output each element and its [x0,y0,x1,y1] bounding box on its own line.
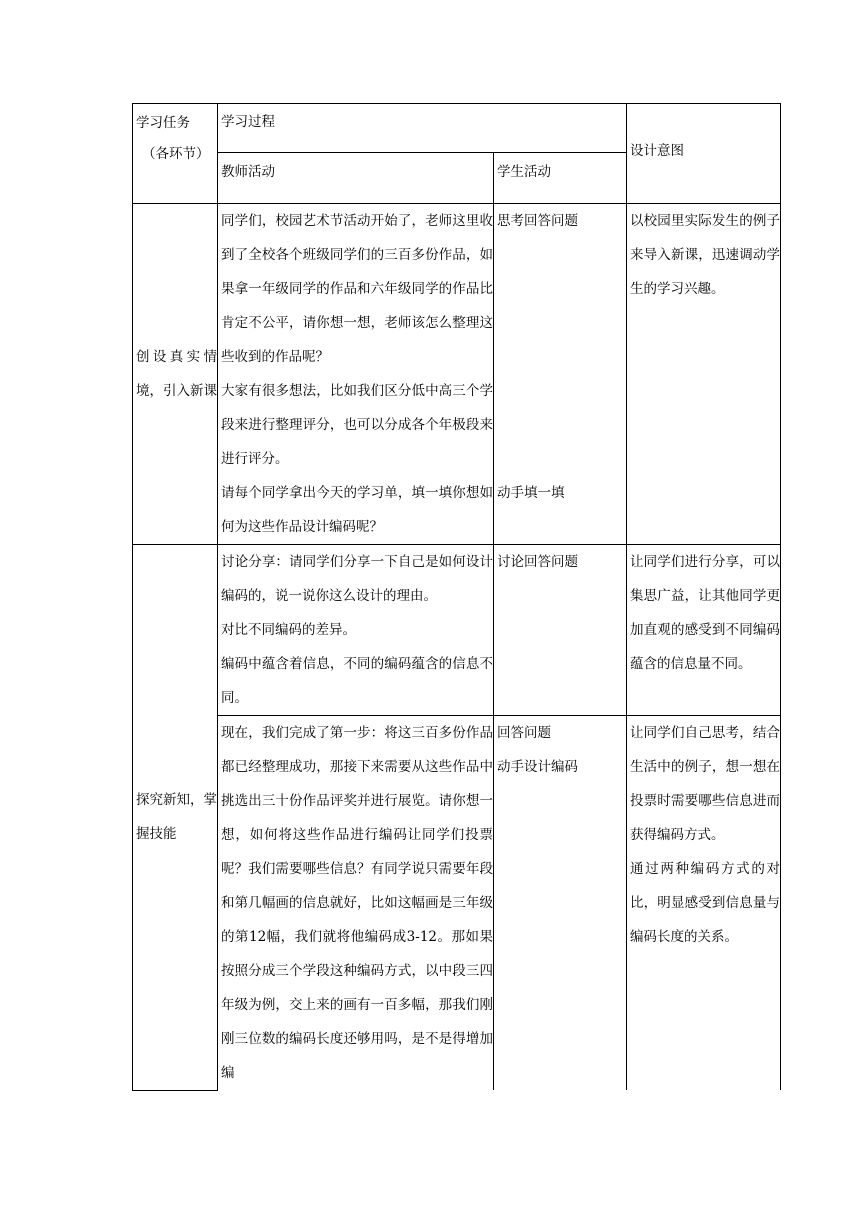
table-row [133,716,781,1091]
student-paragraph: 回答问题 [497,725,551,741]
design-intent-cell [627,716,781,1091]
intent-paragraph: 通过两种编码方式的对比，明显感受到信息量与编码长度的关系。 [630,861,780,945]
student-paragraph: 思考回答问题 [497,213,578,229]
header-design-intent [627,104,781,204]
header-learning-task [133,104,218,204]
student-paragraph: 动手设计编码 [497,759,578,775]
lesson-plan-table [132,103,781,1091]
header-intent-label: 设计意图 [630,142,684,159]
header-teacher-activity: 教师活动 [218,153,494,204]
teacher-paragraph: 对比不同编码的差异。 [221,622,356,638]
teacher-paragraph: 讨论分享：请同学们分享一下自己是如何设计编码的，说一说你这么设计的理由。 [221,554,493,604]
design-intent-cell: 让同学们进行分享，可以集思广益，让其他同学更加直观的感受到不同编码蕴含的信息量不同。 [627,545,781,716]
stage-cell: 创设真实情境，引入新课 [133,204,218,545]
header-learning-process: 学习过程 [218,104,627,153]
student-paragraph: 动手填一填 [497,485,565,501]
teacher-paragraph: 同学们，校园艺术节活动开始了，老师这里收到了全校各个班级同学们的三百多份作品，如果拿一年级同学的作品和六年级同学的作品比肯定不公平，请你想一想，老师该怎么整理这些收到的作品呢？ [221,213,493,365]
teacher-activity-cell: 现在，我们完成了第一步：将这三百多份作品都已经整理成功，那接下来需要从这些作品中挑选出三十份作品评奖并进行展览。请你想一想，如何将这些作品进行编码让同学们投票呢？我们需要哪些信息？有同学说只需要年段和第几幅画的信息就好，比如这幅画是三年级的第12幅，我们就将他编码成3-12。那如果按照分成三个学段这种编码方式，以中段三四年级为例，交上来的画有一百多幅，那我们刚刚三位数的编码长度还够用吗，是不是得增加编 [218,716,494,1091]
intent-paragraph: 让同学们自己思考，结合生活中的例子，想一想在投票时需要哪些信息进而获得编码方式。 [630,725,780,843]
student-activity-cell [494,204,627,545]
student-activity-cell: 讨论回答问题 [494,545,627,716]
teacher-paragraph: 大家有很多想法，比如我们区分低中高三个学段来进行整理评分，也可以分成各个年极段来进行评分。 [221,383,493,467]
teacher-activity-cell [218,545,494,716]
student-activity-cell [494,716,627,1091]
teacher-paragraph: 编码中蕴含着信息，不同的编码蕴含的信息不同。 [221,656,493,706]
design-intent-cell: 以校园里实际发生的例子来导入新课，迅速调动学生的学习兴趣。 [627,204,781,545]
table-row [133,545,781,716]
stage-cell: 探究新知，掌握技能 [133,545,218,1091]
header-task-label: 学习任务 [136,115,190,131]
table-row [133,204,781,545]
teacher-activity-cell [218,204,494,545]
table-header-row [133,104,781,153]
header-student-activity: 学生活动 [494,153,627,204]
header-task-sub-label: （各环节） [142,146,210,162]
teacher-paragraph: 请每个同学拿出今天的学习单，填一填你想如何为这些作品设计编码呢？ [221,485,493,535]
